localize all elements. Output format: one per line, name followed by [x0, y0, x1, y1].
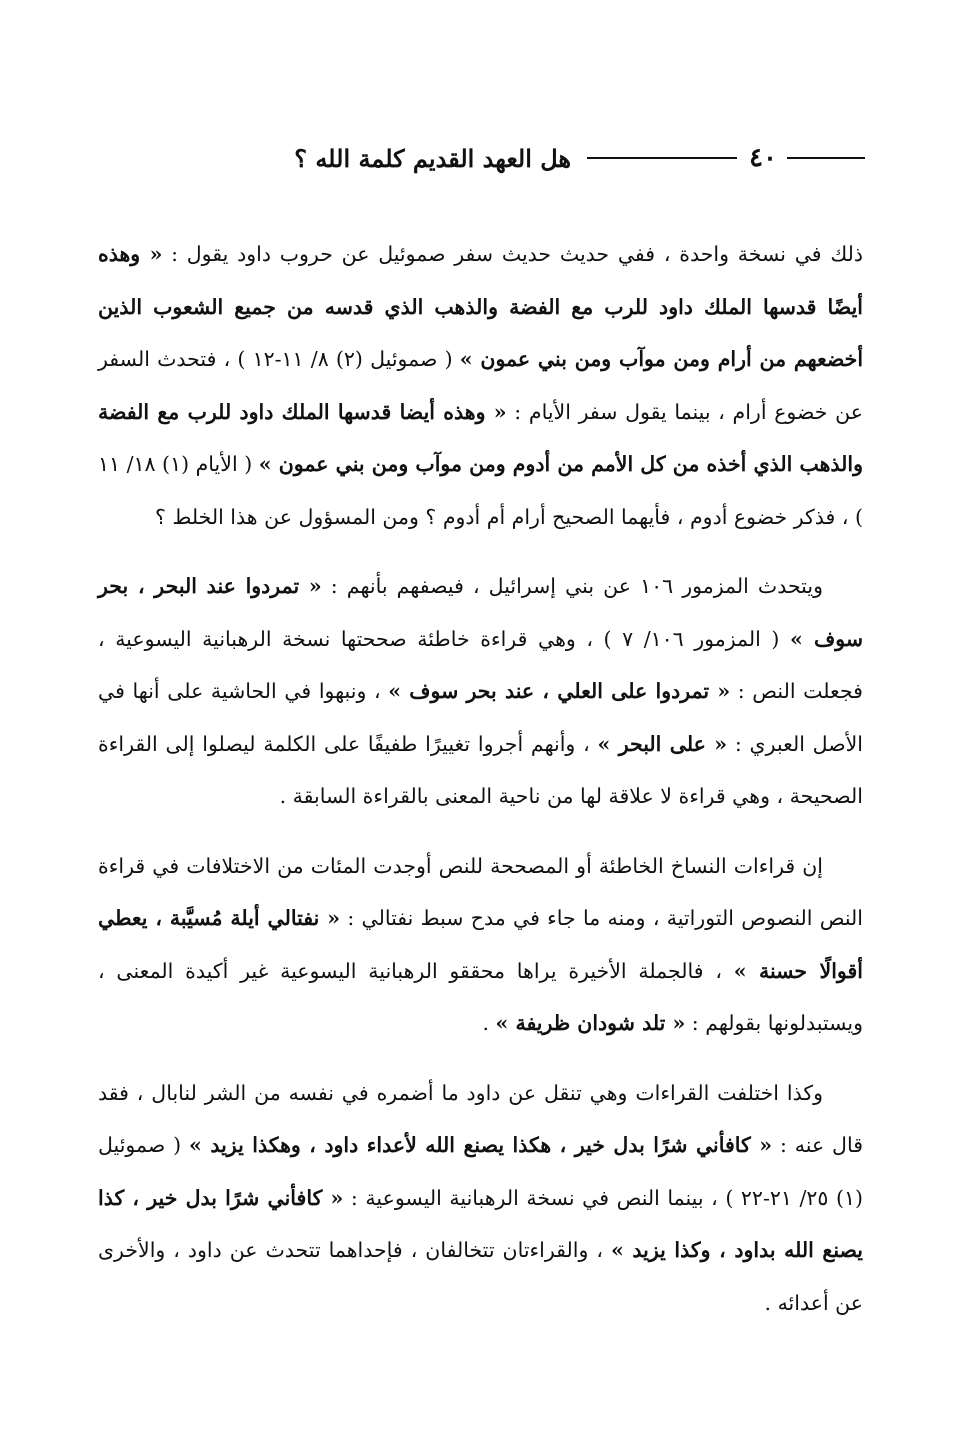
- quote-segment: « كافأني شرًا بدل خير ، هكذا يصنع الله لأعداء داود ، وهكذا يزيد »: [189, 1133, 773, 1157]
- text-segment: .: [482, 1011, 496, 1035]
- body-text: [98, 228, 863, 1346]
- quote-segment: « وهذه أيضا قدسها الملك داود للرب مع الفضة والذهب الذي أخذه من كل الأمم من أدوم ومن موآب ومن بني عمون »: [98, 399, 863, 476]
- text-segment: ذلك في نسخة واحدة ، ففي حديث حديث سفر صموئيل عن حروب داود يقول :: [162, 242, 863, 266]
- text-segment: ، والقراءتان تتخالفان ، فإحداهما تتحدث عن داود ، والأخرى عن أعدائه .: [98, 1238, 863, 1315]
- quote-segment: « وهذه أيضًا قدسها الملك داود للرب مع الفضة والذهب الذي قدسه من جميع الشعوب الذين أخضعهم من أرام ومن موآب ومن بني عمون »: [98, 242, 864, 371]
- paragraph-2: [98, 560, 863, 823]
- paragraph-4: [98, 1067, 863, 1330]
- text-segment: ، فالجملة الأخيرة يراها محققو الرهبانية اليسوعية غير أكيدة المعنى ، ويستبدلونها بقولهم :: [98, 958, 863, 1035]
- text-segment: ، ونبهوا في الحاشية على أنها في الأصل العبري :: [98, 679, 863, 756]
- text-segment: ( المزمور ١٠٦/ ٧ ) ، وهي قراءة خاطئة صححتها نسخة الرهبانية اليسوعية ، فجعلت النص :: [98, 626, 863, 703]
- text-segment: إن قراءات النساخ الخاطئة أو المصححة للنص أوجدت المئات من الاختلافات في قراءة النص النصوص التوراتية ، ومنه ما جاء في مدح سبط نفتالي :: [98, 853, 864, 930]
- quote-segment: « تمردوا عند البحر ، بحر سوف »: [98, 574, 863, 651]
- quote-segment: « على البحر »: [597, 731, 728, 756]
- quote-segment: « كافأني شرًا بدل خير ، كذا يصنع الله بداود ، وكذا يزيد »: [98, 1185, 863, 1262]
- paragraph-1: [98, 228, 863, 543]
- header-rule-long: [587, 157, 737, 159]
- text-segment: ( صموئيل (١) ٢٥/ ٢١-٢٢ ) ، بينما النص في نسخة الرهبانية اليسوعية :: [98, 1133, 864, 1210]
- text-segment: ، وأنهم أجروا تغييرًا طفيفًا على الكلمة ليصلوا إلى القراءة الصحيحة ، وهي قراءة لا علاقة لها من ناحية المعنى بالقراءة السابقة .: [98, 731, 863, 808]
- paragraph-3: [98, 840, 863, 1050]
- text-segment: ( الأيام (١) ١٨/ ١١ ) ، فذكر خضوع أدوم ، فأيهما الصحيح أرام أم أدوم ؟ ومن المسؤول عن هذا الخلط ؟: [98, 452, 863, 529]
- book-title: هل العهد القديم كلمة الله ؟: [294, 143, 572, 173]
- text-segment: ( صموئيل (٢) ٨/ ١١-١٢ ) ، فتحدث السفر عن خضوع أرام ، بينما يقول سفر الأيام :: [98, 347, 863, 424]
- text-segment: ويتحدث المزمور ١٠٦ عن بني إسرائيل ، فيصفهم بأنهم :: [321, 574, 823, 598]
- quote-segment: « تمردوا على العلي ، عند بحر سوف »: [388, 679, 731, 703]
- quote-segment: « تلد شودان ظريفة »: [495, 1011, 686, 1035]
- quote-segment: « نفتالي أيلة مُسيَّبة ، يعطي أقوالًا حسنة »: [98, 906, 863, 983]
- running-header: [95, 138, 865, 178]
- page-number: ٤٠: [749, 143, 777, 173]
- header-rule-short: [787, 157, 865, 159]
- text-segment: وكذا اختلفت القراءات وهي تنقل عن داود ما أضمره في نفسه من الشر لنابال ، فقد قال عنه :: [98, 1080, 863, 1157]
